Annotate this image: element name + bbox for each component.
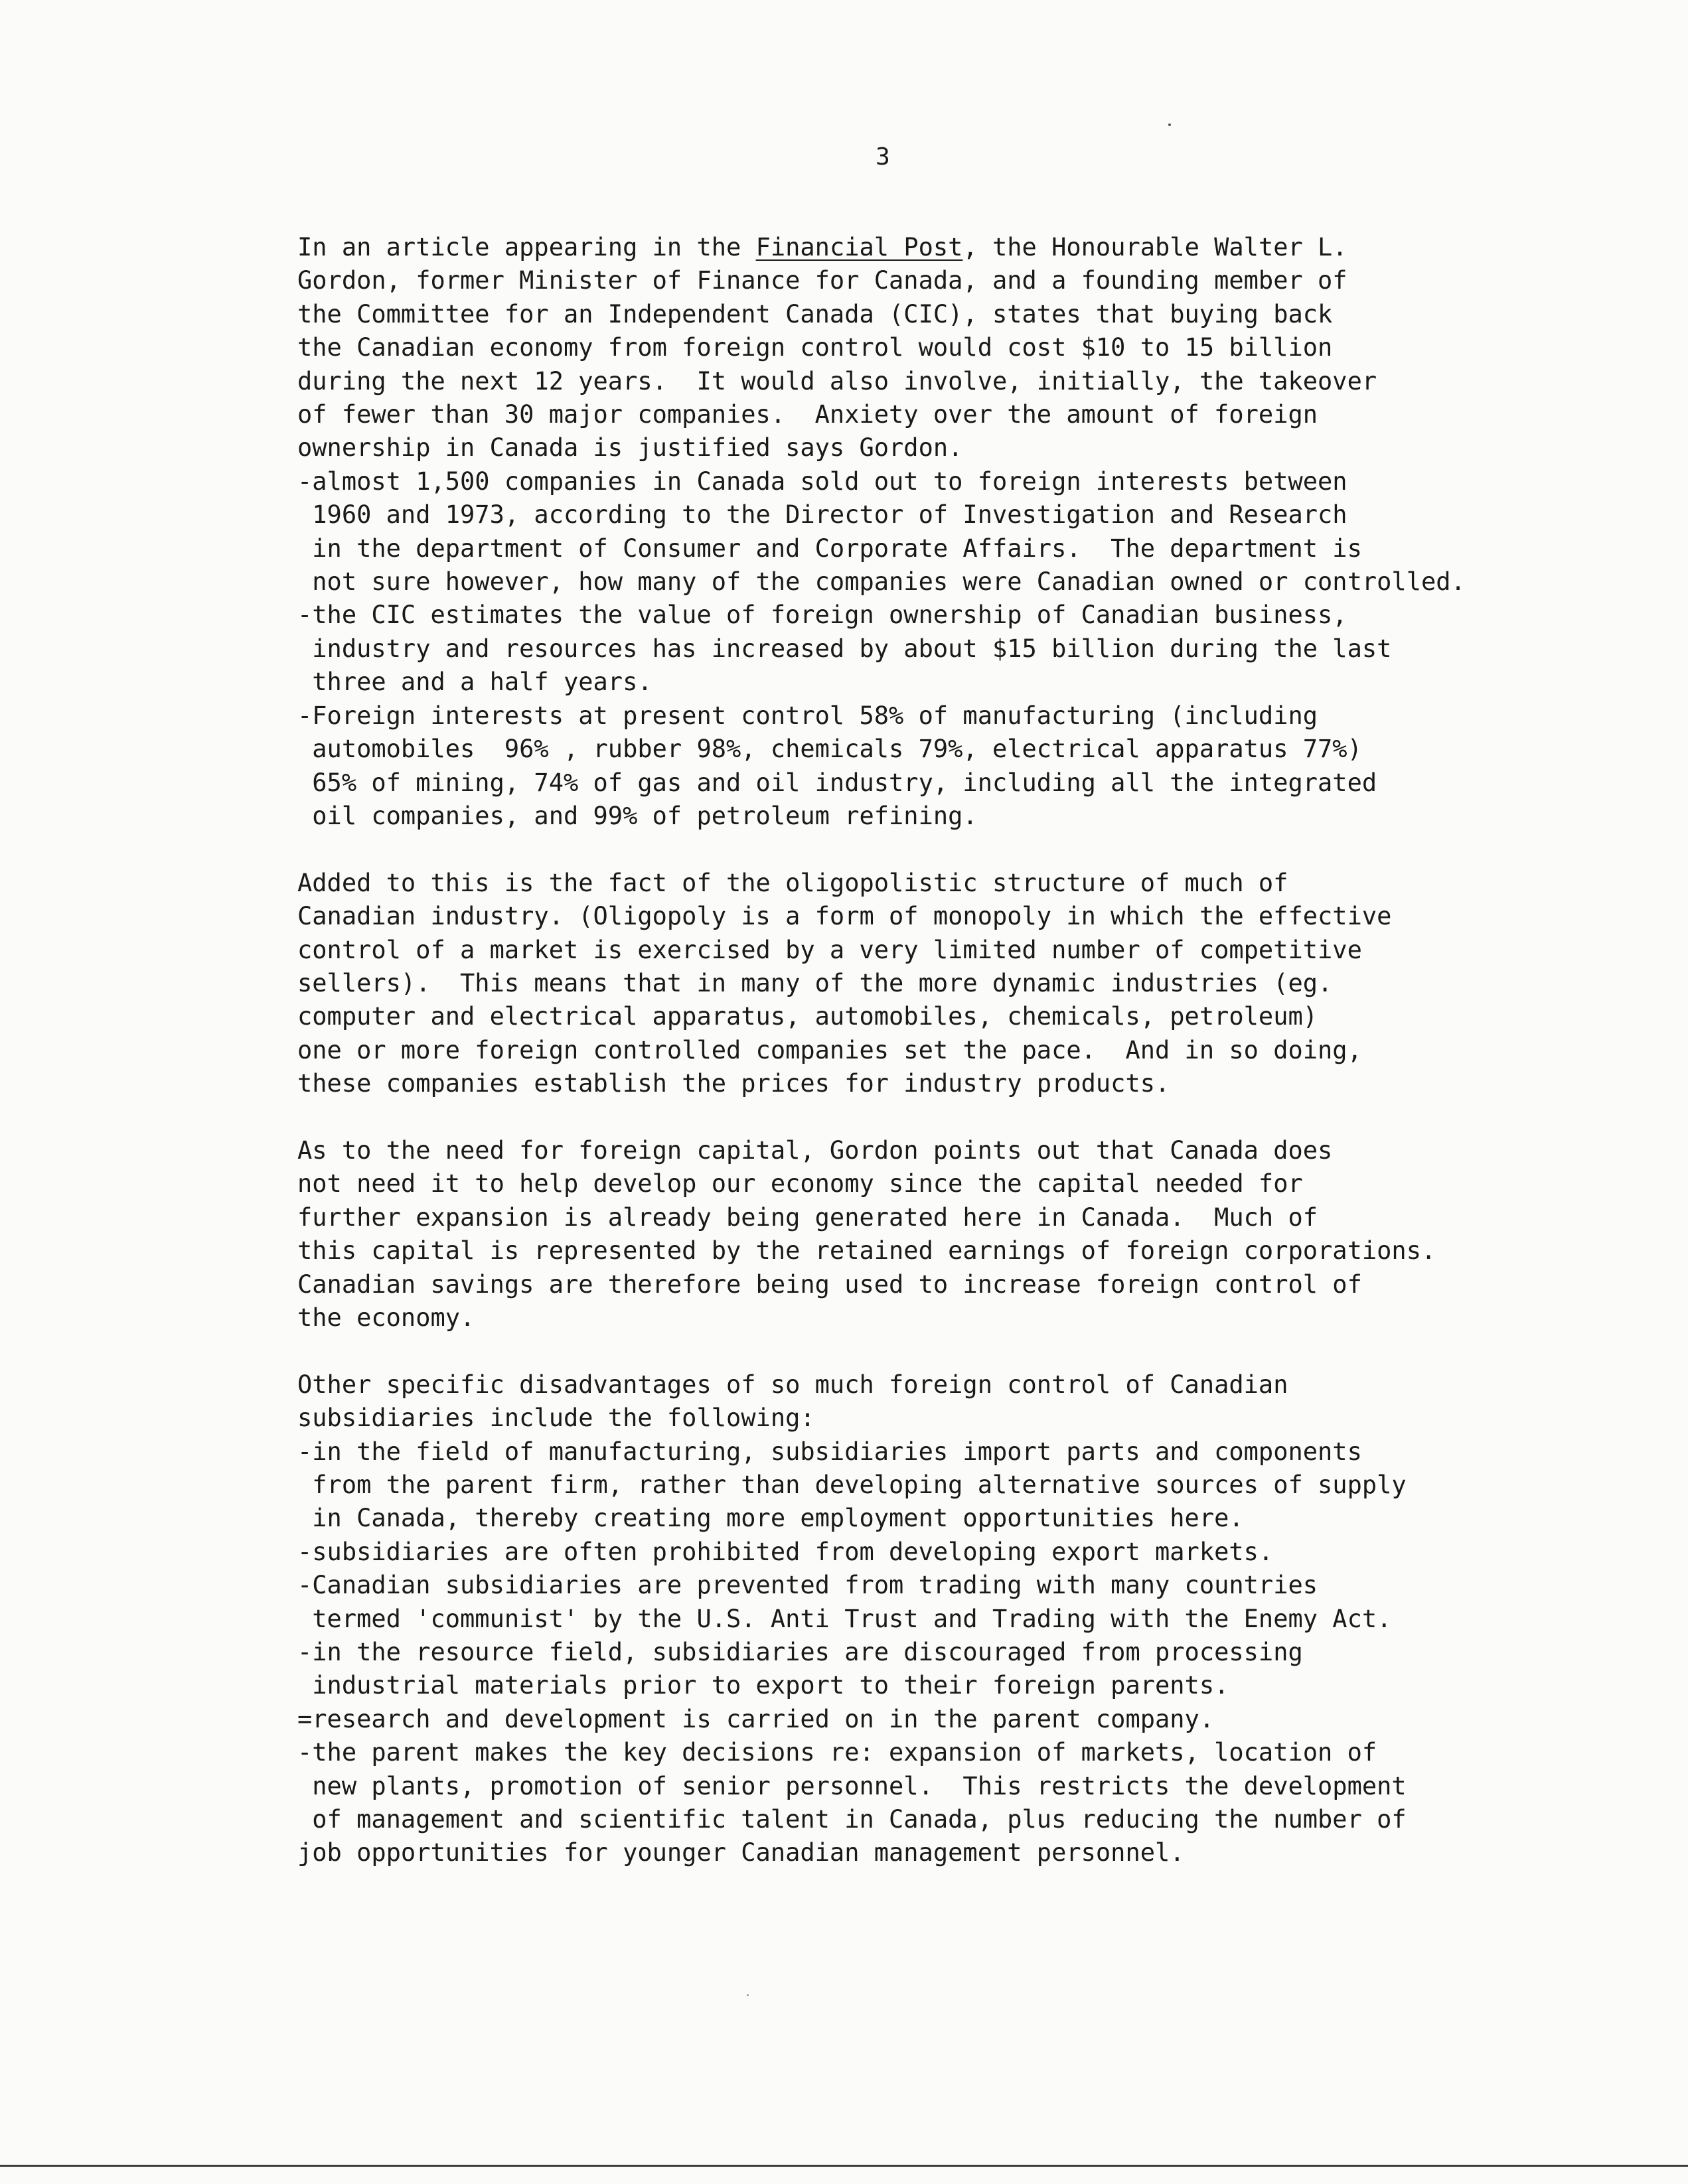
- paragraph: [297, 231, 1678, 833]
- text-line: -the CIC estimates the value of foreign ownership of Canadian business,: [297, 601, 1347, 630]
- text-line: 1960 and 1973, according to the Director of Investigation and Research: [297, 500, 1347, 530]
- text-line: new plants, promotion of senior personnel. This restricts the development: [297, 1771, 1407, 1800]
- text-line: =research and development is carried on in the parent company.: [297, 1704, 1215, 1733]
- text-line: subsidiaries include the following:: [297, 1404, 815, 1433]
- text-line: the Committee for an Independent Canada (CIC), states that buying back: [297, 299, 1333, 328]
- text-line: not sure however, how many of the companies were Canadian owned or controlled.: [297, 567, 1466, 597]
- text-line: -subsidiaries are often prohibited from developing export markets.: [297, 1537, 1274, 1566]
- text-line: further expansion is already being generated here in Canada. Much of: [297, 1202, 1318, 1232]
- text-line: termed 'communist' by the U.S. Anti Trust and Trading with the Enemy Act.: [297, 1604, 1392, 1633]
- page-number: 3: [876, 143, 890, 171]
- paragraph: [297, 867, 1678, 1101]
- text-line: in Canada, thereby creating more employment opportunities here.: [297, 1504, 1244, 1533]
- text-line: Canadian savings are therefore being used to increase foreign control of: [297, 1270, 1362, 1299]
- text-line: -Canadian subsidiaries are prevented from trading with many countries: [297, 1571, 1318, 1600]
- text-line: As to the need for foreign capital, Gordon points out that Canada does: [297, 1135, 1333, 1165]
- text-line: sellers). This means that in many of the more dynamic industries (eg.: [297, 968, 1333, 997]
- text-line: during the next 12 years. It would also involve, initially, the takeover: [297, 366, 1377, 396]
- text-line: these companies establish the prices for industry products.: [297, 1069, 1170, 1098]
- text-line: -Foreign interests at present control 58% of manufacturing (including: [297, 701, 1318, 730]
- text-line: the economy.: [297, 1303, 475, 1332]
- paragraph: [297, 1134, 1678, 1335]
- text-line: ownership in Canada is justified says Gordon.: [297, 433, 963, 463]
- page-bottom-edge: [0, 2165, 1688, 2167]
- text-line: 65% of mining, 74% of gas and oil industry, including all the integrated: [297, 768, 1377, 797]
- text-line: job opportunities for younger Canadian management personnel.: [297, 1838, 1185, 1867]
- line-segment: , the Honourable Walter L.: [962, 233, 1347, 261]
- text-line: of management and scientific talent in Canada, plus reducing the number of: [297, 1805, 1407, 1834]
- text-line: oil companies, and 99% of petroleum refining.: [297, 801, 978, 830]
- publication-title: Financial Post: [755, 233, 963, 261]
- text-line: control of a market is exercised by a very limited number of competitive: [297, 935, 1362, 964]
- paper-speck: [1168, 123, 1171, 126]
- body-text: [297, 231, 1678, 1870]
- paragraph: [297, 1368, 1678, 1870]
- text-line: Canadian industry. (Oligopoly is a form of monopoly in which the effective: [297, 902, 1392, 931]
- text-line: three and a half years.: [297, 668, 652, 697]
- text-line: industry and resources has increased by about $15 billion during the last: [297, 634, 1392, 663]
- text-line: this capital is represented by the retained earnings of foreign corporations.: [297, 1236, 1436, 1266]
- text-line: not need it to help develop our economy since the capital needed for: [297, 1169, 1303, 1199]
- text-line: the Canadian economy from foreign control would cost $10 to 15 billion: [297, 333, 1333, 362]
- text-line: one or more foreign controlled companies set the pace. And in so doing,: [297, 1035, 1362, 1064]
- text-line: from the parent firm, rather than developing alternative sources of supply: [297, 1470, 1407, 1499]
- text-line: -almost 1,500 companies in Canada sold out to foreign interests between: [297, 467, 1347, 496]
- text-line: -in the field of manufacturing, subsidiaries import parts and components: [297, 1437, 1362, 1466]
- text-line: computer and electrical apparatus, automobiles, chemicals, petroleum): [297, 1002, 1318, 1031]
- text-line: in the department of Consumer and Corporate Affairs. The department is: [297, 534, 1362, 563]
- text-line: Gordon, former Minister of Finance for Canada, and a founding member of: [297, 266, 1347, 295]
- text-line: of fewer than 30 major companies. Anxiety over the amount of foreign: [297, 400, 1318, 429]
- line-segment: In an article appearing in the: [297, 233, 756, 261]
- text-line: Other specific disadvantages of so much foreign control of Canadian: [297, 1370, 1288, 1399]
- text-line: industrial materials prior to export to their foreign parents.: [297, 1671, 1229, 1700]
- text-line: -in the resource field, subsidiaries are discouraged from processing: [297, 1638, 1303, 1667]
- text-line: -the parent makes the key decisions re: expansion of markets, location of: [297, 1738, 1377, 1767]
- paper-speck: [747, 1994, 749, 1996]
- text-line: automobiles 96% , rubber 98%, chemicals 79%, electrical apparatus 77%): [297, 735, 1362, 764]
- text-line: Added to this is the fact of the oligopolistic structure of much of: [297, 868, 1288, 897]
- text-line: [297, 231, 1678, 264]
